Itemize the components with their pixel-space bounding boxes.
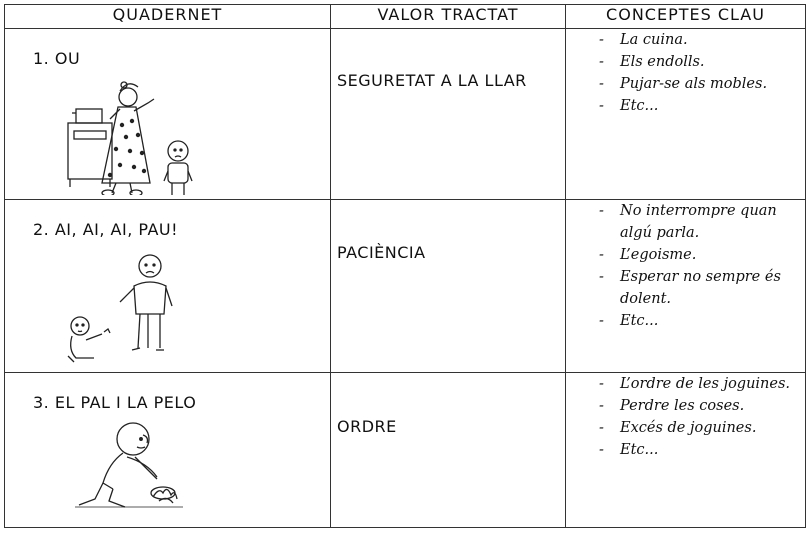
concepts-cell [566,29,806,200]
value-text: ORDRE [337,417,397,436]
concept-text: Pujar-se als mobles. [620,76,768,92]
table-row [5,200,806,373]
concept-text: Etc... [620,313,659,329]
list-item [566,200,805,244]
list-item [566,395,805,417]
bullet-dash: - [599,54,604,70]
concept-text: Etc... [620,98,659,114]
concepts-cell [566,373,806,528]
value-text: SEGURETAT A LA LLAR [337,71,527,90]
concept-text: Excés de joguines. [620,420,757,436]
notebook-title: 3. EL PAL I LA PELO [33,393,197,412]
notebook-title: 1. OU [33,49,81,68]
bullet-dash: - [599,98,604,114]
bullet-dash: - [599,398,604,414]
bullet-dash: - [599,269,604,285]
notebook-cell [5,29,331,200]
list-item [566,244,805,266]
bullet-dash: - [599,203,604,219]
concepts-list [566,200,805,332]
bullet-dash: - [599,32,604,48]
children-illustration [60,252,190,368]
bullet-dash: - [599,420,604,436]
bullet-dash: - [599,247,604,263]
bullet-dash: - [599,376,604,392]
list-item [566,266,805,310]
notebook-cell [5,373,331,528]
kneeling-child-illustration [75,417,195,517]
concept-text: Els endolls. [620,54,705,70]
concept-text: L’ordre de les joguines. [620,376,791,392]
concept-text: Esperar no sempre és dolent. [620,269,781,307]
concept-text: Etc... [620,442,659,458]
value-cell [331,29,566,200]
value-cell [331,373,566,528]
concept-text: La cuina. [620,32,688,48]
header-concepts: CONCEPTES CLAU [566,5,806,29]
notebook-title: 2. AI, AI, AI, PAU! [33,220,179,239]
list-item [566,439,805,461]
header-value: VALOR TRACTAT [331,5,566,29]
bullet-dash: - [599,442,604,458]
header-notebook: QUADERNET [5,5,331,29]
concepts-list [566,373,805,461]
list-item [566,417,805,439]
concept-text: Perdre les coses. [620,398,745,414]
bullet-dash: - [599,313,604,329]
list-item [566,373,805,395]
value-cell [331,200,566,373]
concepts-list [566,29,805,117]
list-item [566,95,805,117]
list-item [566,51,805,73]
notebook-cell [5,200,331,373]
list-item [566,73,805,95]
list-item [566,29,805,51]
concepts-cell [566,200,806,373]
list-item [566,310,805,332]
values-table [4,4,806,528]
table-row [5,29,806,200]
kitchen-illustration [60,75,200,195]
value-text: PACIÈNCIA [337,243,426,262]
concept-text: No interrompre quan algú parla. [620,203,777,241]
table-row [5,373,806,528]
bullet-dash: - [599,76,604,92]
concept-text: L’egoisme. [620,247,697,263]
header-row [5,5,806,29]
